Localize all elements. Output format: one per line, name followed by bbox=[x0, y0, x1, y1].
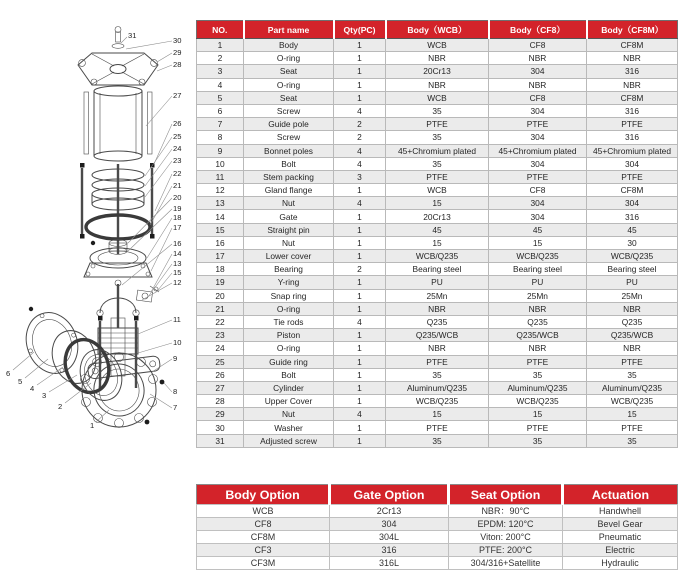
cell-part-name: Guide pole bbox=[244, 118, 334, 131]
cell-qty: 1 bbox=[334, 91, 386, 104]
cell-gate-option: 316L bbox=[330, 557, 449, 570]
cell-body-wcb: 20Cr13 bbox=[386, 210, 489, 223]
cell-qty: 1 bbox=[334, 381, 386, 394]
cell-body-cf8: NBR bbox=[489, 78, 587, 91]
cell-body-cf8: CF8 bbox=[489, 39, 587, 52]
col-header-seat-option: Seat Option bbox=[449, 485, 563, 505]
cell-qty: 1 bbox=[334, 355, 386, 368]
cell-gate-option: 316 bbox=[330, 544, 449, 557]
callout-6: 6 bbox=[6, 369, 11, 378]
table-row bbox=[197, 315, 678, 328]
cell-body-cf8m: PU bbox=[587, 276, 678, 289]
cell-qty: 1 bbox=[334, 184, 386, 197]
callout-5: 5 bbox=[18, 377, 23, 386]
cell-qty: 1 bbox=[334, 65, 386, 78]
cell-qty: 4 bbox=[334, 104, 386, 117]
table-row bbox=[197, 118, 678, 131]
table-row bbox=[197, 557, 678, 570]
callout-15: 15 bbox=[173, 268, 182, 277]
cell-no: 17 bbox=[197, 250, 244, 263]
cell-body-cf8m: 304 bbox=[587, 197, 678, 210]
cell-qty: 1 bbox=[334, 368, 386, 381]
cell-part-name: Seat bbox=[244, 65, 334, 78]
cell-body-cf8: WCB/Q235 bbox=[489, 395, 587, 408]
cell-no: 11 bbox=[197, 170, 244, 183]
exploded-diagram bbox=[0, 14, 196, 470]
col-header-no: NO. bbox=[197, 21, 244, 39]
cell-part-name: Washer bbox=[244, 421, 334, 434]
cell-part-name: Tie rods bbox=[244, 315, 334, 328]
table-row bbox=[197, 342, 678, 355]
cell-body-option: WCB bbox=[197, 505, 330, 518]
callout-24: 24 bbox=[173, 144, 182, 153]
cell-body-wcb: PTFE bbox=[386, 355, 489, 368]
cell-body-wcb: 45 bbox=[386, 223, 489, 236]
cell-qty: 1 bbox=[334, 342, 386, 355]
table-row bbox=[197, 518, 678, 531]
cell-body-wcb: NBR bbox=[386, 302, 489, 315]
cell-body-cf8: NBR bbox=[489, 52, 587, 65]
table-row bbox=[197, 65, 678, 78]
cell-body-cf8m: 30 bbox=[587, 236, 678, 249]
cell-no: 30 bbox=[197, 421, 244, 434]
callout-20: 20 bbox=[173, 193, 182, 202]
callout-26: 26 bbox=[173, 119, 182, 128]
col-header-body-wcb: Body（WCB） bbox=[386, 21, 489, 39]
cell-seat-option: PTFE: 200°C bbox=[449, 544, 563, 557]
cell-body-option: CF3 bbox=[197, 544, 330, 557]
cell-body-cf8: NBR bbox=[489, 302, 587, 315]
cell-part-name: Snap ring bbox=[244, 289, 334, 302]
cell-actuation: Hydraulic bbox=[563, 557, 678, 570]
cell-qty: 2 bbox=[334, 131, 386, 144]
cell-body-cf8m: NBR bbox=[587, 342, 678, 355]
table-row bbox=[197, 434, 678, 447]
table-row bbox=[197, 250, 678, 263]
cell-part-name: O-ring bbox=[244, 342, 334, 355]
cell-body-cf8: Q235/WCB bbox=[489, 329, 587, 342]
body-drawing bbox=[81, 353, 165, 428]
callout-10: 10 bbox=[173, 338, 182, 347]
cell-body-wcb: Q235/WCB bbox=[386, 329, 489, 342]
callout-2: 2 bbox=[58, 402, 63, 411]
cell-body-cf8: 304 bbox=[489, 157, 587, 170]
cell-body-wcb: PTFE bbox=[386, 118, 489, 131]
cell-part-name: Y-ring bbox=[244, 276, 334, 289]
cell-no: 21 bbox=[197, 302, 244, 315]
cell-part-name: Lower cover bbox=[244, 250, 334, 263]
cell-body-cf8: 45+Chromium plated bbox=[489, 144, 587, 157]
cell-body-cf8: PTFE bbox=[489, 118, 587, 131]
callout-31: 31 bbox=[128, 31, 137, 40]
cell-body-cf8: 45 bbox=[489, 223, 587, 236]
table-row bbox=[197, 355, 678, 368]
cell-no: 29 bbox=[197, 408, 244, 421]
cell-body-cf8m: CF8M bbox=[587, 91, 678, 104]
cell-no: 16 bbox=[197, 236, 244, 249]
cell-seat-option: Viton: 200°C bbox=[449, 531, 563, 544]
cell-body-cf8: 304 bbox=[489, 131, 587, 144]
cell-part-name: Nut bbox=[244, 197, 334, 210]
col-header-part-name: Part name bbox=[244, 21, 334, 39]
table-row bbox=[197, 197, 678, 210]
cell-no: 20 bbox=[197, 289, 244, 302]
cell-part-name: Screw bbox=[244, 131, 334, 144]
cell-gate-option: 2Cr13 bbox=[330, 505, 449, 518]
cell-part-name: Gate bbox=[244, 210, 334, 223]
parts-table bbox=[196, 20, 678, 448]
cell-part-name: Bonnet poles bbox=[244, 144, 334, 157]
table-row bbox=[197, 144, 678, 157]
cell-part-name: Gland flange bbox=[244, 184, 334, 197]
cell-part-name: Bolt bbox=[244, 368, 334, 381]
callout-3: 3 bbox=[42, 391, 47, 400]
callout-21: 21 bbox=[173, 181, 182, 190]
cell-no: 25 bbox=[197, 355, 244, 368]
cell-body-cf8m: NBR bbox=[587, 302, 678, 315]
cell-body-cf8: NBR bbox=[489, 342, 587, 355]
yoke-drawing bbox=[91, 241, 159, 316]
cell-body-cf8m: 35 bbox=[587, 434, 678, 447]
callout-8: 8 bbox=[173, 387, 178, 396]
table-row bbox=[197, 39, 678, 52]
cell-qty: 4 bbox=[334, 144, 386, 157]
cell-actuation: Pneumatic bbox=[563, 531, 678, 544]
cell-qty: 1 bbox=[334, 302, 386, 315]
cell-body-wcb: 35 bbox=[386, 434, 489, 447]
cell-part-name: Nut bbox=[244, 236, 334, 249]
cell-body-cf8m: Aluminum/Q235 bbox=[587, 381, 678, 394]
table-row bbox=[197, 329, 678, 342]
cell-body-cf8m: 45 bbox=[587, 223, 678, 236]
cell-part-name: O-ring bbox=[244, 52, 334, 65]
cell-body-wcb: 35 bbox=[386, 104, 489, 117]
cell-part-name: O-ring bbox=[244, 78, 334, 91]
cell-no: 1 bbox=[197, 39, 244, 52]
cell-body-wcb: 45+Chromium plated bbox=[386, 144, 489, 157]
cell-no: 9 bbox=[197, 144, 244, 157]
cell-body-cf8m: 15 bbox=[587, 408, 678, 421]
callout-14: 14 bbox=[173, 249, 182, 258]
cell-body-cf8: WCB/Q235 bbox=[489, 250, 587, 263]
col-header-actuation: Actuation bbox=[563, 485, 678, 505]
cell-body-wcb: Q235 bbox=[386, 315, 489, 328]
cell-body-cf8m: 35 bbox=[587, 368, 678, 381]
callout-9: 9 bbox=[173, 354, 178, 363]
cell-body-cf8: CF8 bbox=[489, 184, 587, 197]
cell-qty: 4 bbox=[334, 315, 386, 328]
cell-no: 24 bbox=[197, 342, 244, 355]
cell-part-name: Cylinder bbox=[244, 381, 334, 394]
cell-no: 19 bbox=[197, 276, 244, 289]
cell-qty: 1 bbox=[334, 223, 386, 236]
cell-body-cf8: PTFE bbox=[489, 170, 587, 183]
cell-body-wcb: Bearing steel bbox=[386, 263, 489, 276]
table-row bbox=[197, 170, 678, 183]
table-row bbox=[197, 276, 678, 289]
table-row bbox=[197, 78, 678, 91]
col-header-body-cf8: Body（CF8） bbox=[489, 21, 587, 39]
cell-body-cf8m: WCB/Q235 bbox=[587, 250, 678, 263]
table-row bbox=[197, 131, 678, 144]
cell-body-cf8: PTFE bbox=[489, 421, 587, 434]
cell-part-name: Bearing bbox=[244, 263, 334, 276]
cell-body-cf8: Q235 bbox=[489, 315, 587, 328]
table-row bbox=[197, 236, 678, 249]
cell-no: 4 bbox=[197, 78, 244, 91]
callout-17: 17 bbox=[173, 223, 182, 232]
cell-body-cf8: 304 bbox=[489, 197, 587, 210]
callout-27: 27 bbox=[173, 91, 182, 100]
cylinder-drawing bbox=[84, 86, 152, 161]
cell-body-cf8m: NBR bbox=[587, 78, 678, 91]
cell-qty: 1 bbox=[334, 395, 386, 408]
cell-body-cf8: 35 bbox=[489, 434, 587, 447]
cell-body-wcb: WCB/Q235 bbox=[386, 395, 489, 408]
adjusted-screw-drawing bbox=[112, 27, 124, 49]
cell-no: 8 bbox=[197, 131, 244, 144]
cell-qty: 4 bbox=[334, 197, 386, 210]
cell-body-wcb: 15 bbox=[386, 236, 489, 249]
cell-no: 27 bbox=[197, 381, 244, 394]
cell-body-cf8m: 304 bbox=[587, 157, 678, 170]
cell-part-name: Seat bbox=[244, 91, 334, 104]
callout-1: 1 bbox=[90, 421, 95, 430]
cell-part-name: Straight pin bbox=[244, 223, 334, 236]
table-row bbox=[197, 421, 678, 434]
cell-gate-option: 304 bbox=[330, 518, 449, 531]
cell-qty: 1 bbox=[334, 289, 386, 302]
cell-part-name: Guide ring bbox=[244, 355, 334, 368]
cell-qty: 4 bbox=[334, 408, 386, 421]
cell-part-name: Screw bbox=[244, 104, 334, 117]
cell-body-cf8m: PTFE bbox=[587, 421, 678, 434]
cell-body-cf8: Aluminum/Q235 bbox=[489, 381, 587, 394]
cell-no: 10 bbox=[197, 157, 244, 170]
cell-body-wcb: Aluminum/Q235 bbox=[386, 381, 489, 394]
cell-seat-option: EPDM: 120°C bbox=[449, 518, 563, 531]
cell-body-cf8: 304 bbox=[489, 210, 587, 223]
options-table bbox=[196, 484, 678, 570]
col-header-body-cf8m: Body（CF8M） bbox=[587, 21, 678, 39]
cell-body-wcb: NBR bbox=[386, 52, 489, 65]
cell-body-cf8m: 316 bbox=[587, 104, 678, 117]
cell-no: 22 bbox=[197, 315, 244, 328]
cell-qty: 3 bbox=[334, 170, 386, 183]
cell-no: 5 bbox=[197, 91, 244, 104]
cell-part-name: Adjusted screw bbox=[244, 434, 334, 447]
cell-body-wcb: NBR bbox=[386, 78, 489, 91]
cell-no: 18 bbox=[197, 263, 244, 276]
table-row bbox=[197, 505, 678, 518]
table-row bbox=[197, 210, 678, 223]
cell-body-wcb: WCB bbox=[386, 91, 489, 104]
table-row bbox=[197, 157, 678, 170]
cell-part-name: Piston bbox=[244, 329, 334, 342]
table-row bbox=[197, 184, 678, 197]
cell-body-option: CF8 bbox=[197, 518, 330, 531]
cell-qty: 1 bbox=[334, 329, 386, 342]
table-row bbox=[197, 104, 678, 117]
cell-actuation: Bevel Gear bbox=[563, 518, 678, 531]
table-row bbox=[197, 544, 678, 557]
cell-body-cf8m: 316 bbox=[587, 210, 678, 223]
cell-body-cf8m: PTFE bbox=[587, 355, 678, 368]
cell-body-cf8m: Q235 bbox=[587, 315, 678, 328]
cell-qty: 1 bbox=[334, 78, 386, 91]
cell-qty: 1 bbox=[334, 276, 386, 289]
cell-body-cf8: 15 bbox=[489, 236, 587, 249]
cell-no: 12 bbox=[197, 184, 244, 197]
cell-body-wcb: 35 bbox=[386, 368, 489, 381]
col-header-gate-option: Gate Option bbox=[330, 485, 449, 505]
cell-qty: 2 bbox=[334, 263, 386, 276]
cell-body-option: CF3M bbox=[197, 557, 330, 570]
cell-body-cf8: 15 bbox=[489, 408, 587, 421]
cell-qty: 1 bbox=[334, 210, 386, 223]
cell-body-cf8: 25Mn bbox=[489, 289, 587, 302]
cell-no: 3 bbox=[197, 65, 244, 78]
callout-12: 12 bbox=[173, 278, 182, 287]
callout-13: 13 bbox=[173, 259, 182, 268]
upper-cover-drawing bbox=[78, 53, 158, 85]
cell-body-wcb: 20Cr13 bbox=[386, 65, 489, 78]
table-row bbox=[197, 408, 678, 421]
cell-body-wcb: 15 bbox=[386, 408, 489, 421]
cell-body-wcb: WCB bbox=[386, 184, 489, 197]
cell-body-wcb: 35 bbox=[386, 131, 489, 144]
cell-body-cf8m: 45+Chromium plated bbox=[587, 144, 678, 157]
cell-body-cf8m: PTFE bbox=[587, 170, 678, 183]
cell-no: 28 bbox=[197, 395, 244, 408]
cell-body-cf8m: CF8M bbox=[587, 184, 678, 197]
cell-qty: 1 bbox=[334, 52, 386, 65]
cell-qty: 4 bbox=[334, 157, 386, 170]
cell-body-option: CF8M bbox=[197, 531, 330, 544]
cell-part-name: Bolt bbox=[244, 157, 334, 170]
cell-body-cf8m: 316 bbox=[587, 65, 678, 78]
table-row bbox=[197, 368, 678, 381]
cell-actuation: Handwhell bbox=[563, 505, 678, 518]
cell-body-cf8: Bearing steel bbox=[489, 263, 587, 276]
callout-18: 18 bbox=[173, 213, 182, 222]
cell-body-cf8: CF8 bbox=[489, 91, 587, 104]
cell-body-wcb: WCB/Q235 bbox=[386, 250, 489, 263]
cell-qty: 1 bbox=[334, 421, 386, 434]
table-row bbox=[197, 91, 678, 104]
cell-seat-option: NBR：90°C bbox=[449, 505, 563, 518]
col-header-qty: Qty(PC) bbox=[334, 21, 386, 39]
cell-body-cf8m: WCB/Q235 bbox=[587, 395, 678, 408]
callout-28: 28 bbox=[173, 60, 182, 69]
cell-body-cf8m: NBR bbox=[587, 52, 678, 65]
callout-30: 30 bbox=[173, 36, 182, 45]
cell-qty: 1 bbox=[334, 39, 386, 52]
table-row bbox=[197, 381, 678, 394]
table-row bbox=[197, 289, 678, 302]
cell-gate-option: 304L bbox=[330, 531, 449, 544]
table-row bbox=[197, 223, 678, 236]
cell-body-wcb: 25Mn bbox=[386, 289, 489, 302]
table-row bbox=[197, 531, 678, 544]
cell-body-cf8: 304 bbox=[489, 104, 587, 117]
cell-body-cf8m: Bearing steel bbox=[587, 263, 678, 276]
parts-table-header bbox=[197, 21, 678, 39]
cell-body-wcb: NBR bbox=[386, 342, 489, 355]
seat-rings-drawing bbox=[18, 305, 129, 406]
cell-body-wcb: 15 bbox=[386, 197, 489, 210]
callout-16: 16 bbox=[173, 239, 182, 248]
cell-seat-option: 304/316+Satellite bbox=[449, 557, 563, 570]
cell-body-cf8m: 25Mn bbox=[587, 289, 678, 302]
table-row bbox=[197, 302, 678, 315]
col-header-body-option: Body Option bbox=[197, 485, 330, 505]
cell-no: 13 bbox=[197, 197, 244, 210]
cell-no: 15 bbox=[197, 223, 244, 236]
callout-19: 19 bbox=[173, 204, 182, 213]
cell-no: 31 bbox=[197, 434, 244, 447]
table-row bbox=[197, 395, 678, 408]
cell-body-cf8m: CF8M bbox=[587, 39, 678, 52]
cell-no: 14 bbox=[197, 210, 244, 223]
cell-actuation: Electric bbox=[563, 544, 678, 557]
cell-part-name: Stem packing bbox=[244, 170, 334, 183]
cell-qty: 1 bbox=[334, 250, 386, 263]
cell-body-cf8: PTFE bbox=[489, 355, 587, 368]
cell-part-name: O-ring bbox=[244, 302, 334, 315]
cell-part-name: Nut bbox=[244, 408, 334, 421]
cell-body-cf8: 35 bbox=[489, 368, 587, 381]
cell-body-cf8m: 316 bbox=[587, 131, 678, 144]
cell-no: 2 bbox=[197, 52, 244, 65]
parts-table-body bbox=[197, 39, 678, 448]
callout-25: 25 bbox=[173, 132, 182, 141]
table-row bbox=[197, 52, 678, 65]
table-row bbox=[197, 263, 678, 276]
cell-body-wcb: PU bbox=[386, 276, 489, 289]
callout-7: 7 bbox=[173, 403, 178, 412]
options-table-header bbox=[197, 485, 678, 505]
cell-body-cf8m: Q235/WCB bbox=[587, 329, 678, 342]
cell-body-cf8m: PTFE bbox=[587, 118, 678, 131]
callout-22: 22 bbox=[173, 169, 182, 178]
cell-qty: 1 bbox=[334, 434, 386, 447]
cell-body-cf8: PU bbox=[489, 276, 587, 289]
callout-4: 4 bbox=[30, 384, 35, 393]
cell-qty: 1 bbox=[334, 236, 386, 249]
cell-no: 26 bbox=[197, 368, 244, 381]
callout-11: 11 bbox=[173, 315, 181, 324]
options-table-body bbox=[197, 505, 678, 570]
cell-part-name: Body bbox=[244, 39, 334, 52]
cell-no: 6 bbox=[197, 104, 244, 117]
cell-no: 23 bbox=[197, 329, 244, 342]
callout-29: 29 bbox=[173, 48, 182, 57]
cell-body-wcb: 35 bbox=[386, 157, 489, 170]
cell-no: 7 bbox=[197, 118, 244, 131]
cell-body-cf8: 304 bbox=[489, 65, 587, 78]
cell-qty: 2 bbox=[334, 118, 386, 131]
cell-part-name: Upper Cover bbox=[244, 395, 334, 408]
callout-23: 23 bbox=[173, 156, 182, 165]
cell-body-wcb: PTFE bbox=[386, 421, 489, 434]
cell-body-wcb: PTFE bbox=[386, 170, 489, 183]
cell-body-wcb: WCB bbox=[386, 39, 489, 52]
